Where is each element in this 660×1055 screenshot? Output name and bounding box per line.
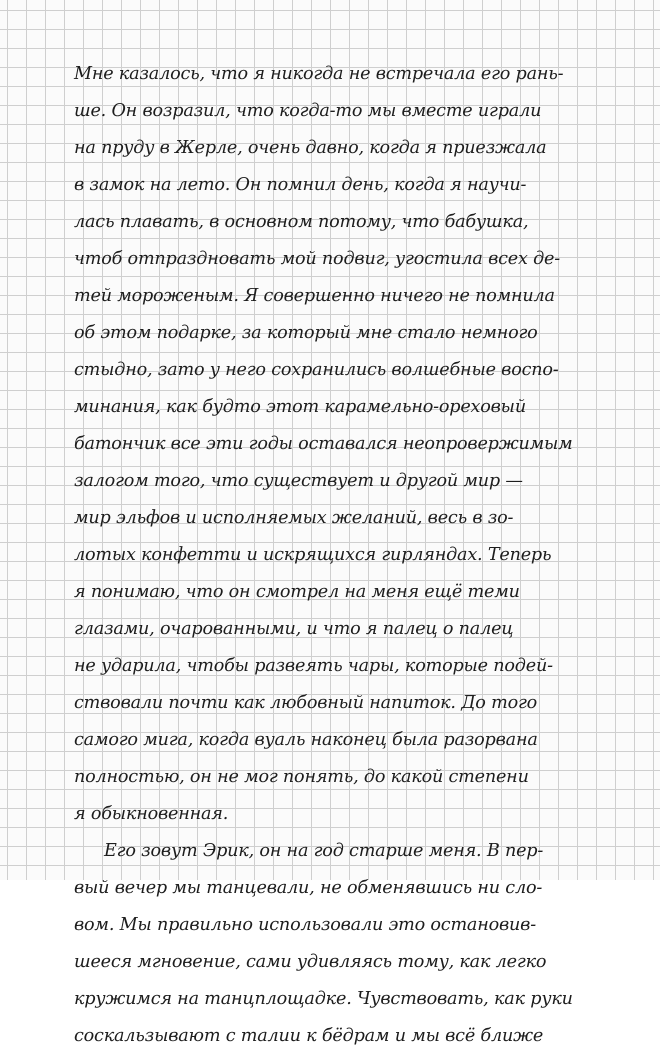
text-line: я понимаю, что он смотрел на меня ещё теми xyxy=(74,582,520,602)
text-line: об этом подарке, за который мне стало немного xyxy=(74,323,538,343)
text-line: Его зовут Эрик, он на год старше меня. В пер- xyxy=(104,841,544,861)
text-line: шееся мгновение, сами удивляясь тому, как легко xyxy=(74,952,547,972)
text-line: вый вечер мы танцевали, не обменявшись ни сло- xyxy=(74,878,543,898)
text-line: лась плавать, в основном потому, что бабушка, xyxy=(74,212,529,232)
text-line: ствовали почти как любовный напиток. До того xyxy=(74,693,538,713)
text-line: на пруду в Жерле, очень давно, когда я приезжала xyxy=(74,138,547,158)
text-line: кружимся на танцплощадке. Чувствовать, как руки xyxy=(74,989,573,1009)
text-line: залогом того, что существует и другой мир — xyxy=(74,471,523,491)
text-line: полностью, он не мог понять, до какой степени xyxy=(74,767,529,787)
text-line: ше. Он возразил, что когда-то мы вместе играли xyxy=(74,101,542,121)
text-line: минания, как будто этот карамельно-ореховый xyxy=(74,397,526,417)
text-line: батончик все эти годы оставался неопровержимым xyxy=(74,434,573,454)
text-line: соскальзывают с талии к бёдрам и мы всё ближе xyxy=(74,1026,544,1046)
handwritten-text-block xyxy=(74,56,614,1055)
text-line: в замок на лето. Он помнил день, когда я научи- xyxy=(74,175,527,195)
text-line: самого мига, когда вуаль наконец была разорвана xyxy=(74,730,538,750)
text-line: стыдно, зато у него сохранились волшебные воспо- xyxy=(74,360,559,380)
text-line: глазами, очарованными, и что я палец о палец xyxy=(74,619,514,639)
text-line: лотых конфетти и искрящихся гирляндах. Теперь xyxy=(74,545,552,565)
text-line: мир эльфов и исполняемых желаний, весь в зо- xyxy=(74,508,514,528)
text-line: тей мороженым. Я совершенно ничего не помнила xyxy=(74,286,555,306)
text-line: не ударила, чтобы развеять чары, которые подей- xyxy=(74,656,553,676)
text-line: Мне казалось, что я никогда не встречала его рань- xyxy=(74,64,564,84)
text-line: вом. Мы правильно использовали это остановив- xyxy=(74,915,536,935)
text-line: я обыкновенная. xyxy=(74,804,229,824)
text-line: чтоб отпраздновать мой подвиг, угостила всех де- xyxy=(74,249,561,269)
